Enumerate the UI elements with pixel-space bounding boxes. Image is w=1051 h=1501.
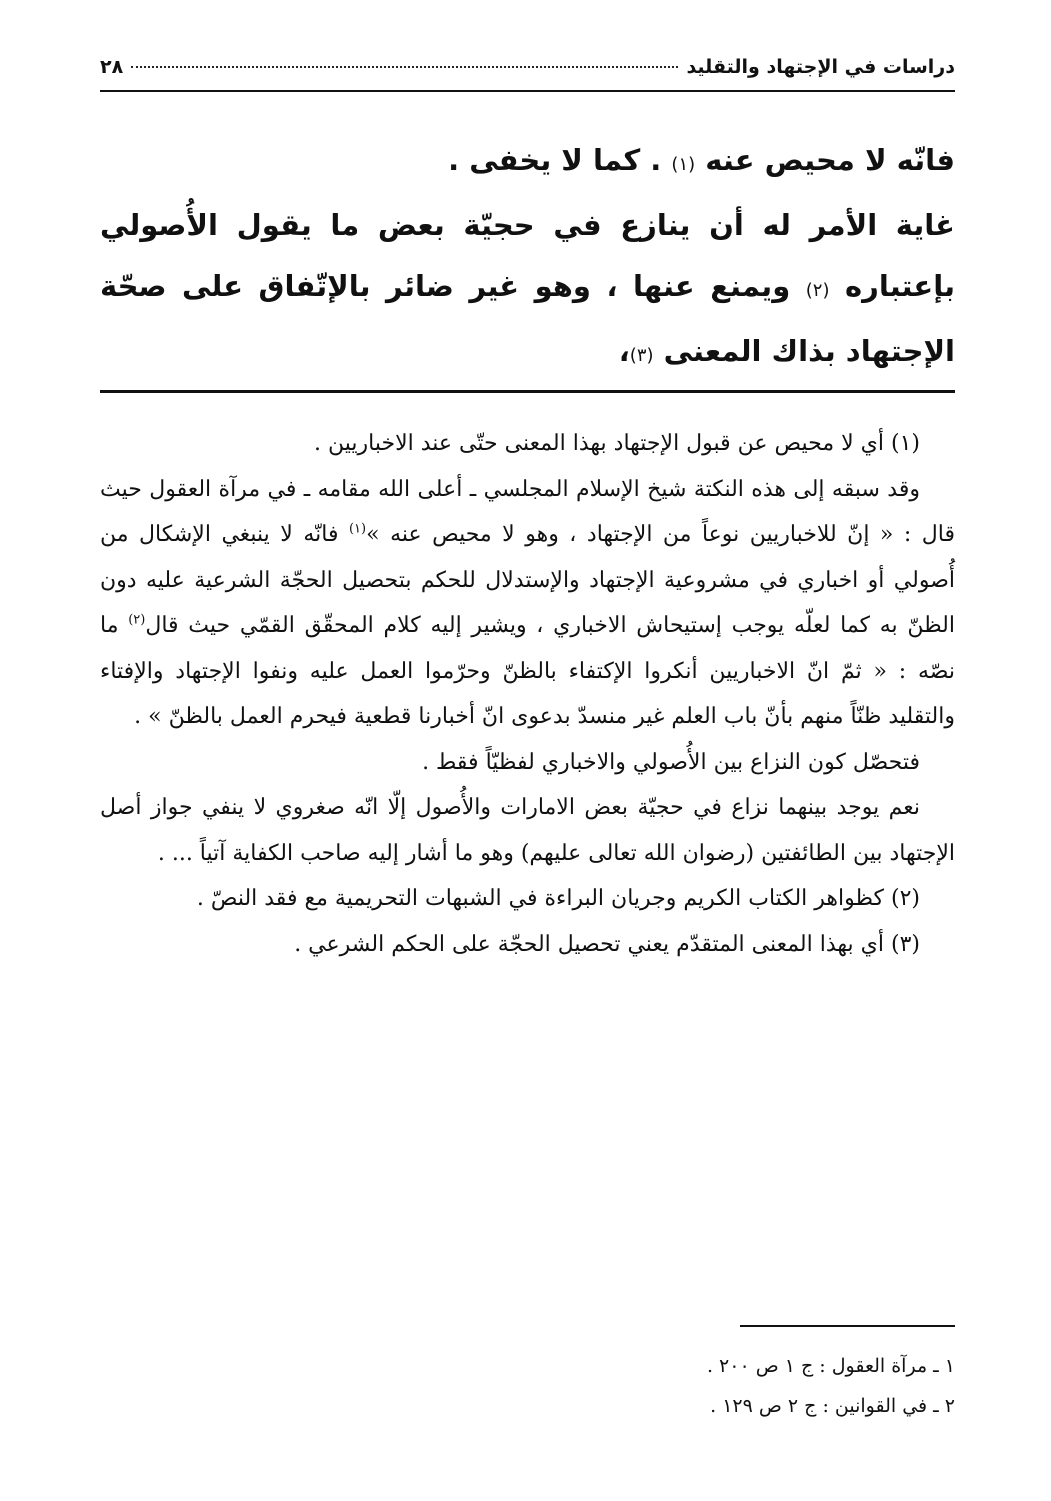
footnote-2: (٢) كظواهر الكتاب الكريم وجريان البراءة في الشبهات التحريمية مع فقد النصّ .	[196, 886, 920, 911]
footnotes	[100, 421, 955, 967]
page-number: ٢٨	[100, 56, 124, 78]
header-dot-leader	[131, 66, 678, 68]
footnote-1-paragraph-4: نعم يوجد بينهما نزاع في حجيّة بعض الامارات والأُصول إلّا انّه صغروي لا ينفي جواز أصل الإجتهاد بين الطائفتين (رضوان الله تعالى عليهم) وهو ما أشار إليه صاحب الكفاية آتياً ... .	[100, 795, 955, 866]
page-header	[100, 56, 955, 78]
footnote-1-paragraph-3: فتحصّل كون النزاع بين الأُصولي والاخباري لفظيّاً فقط .	[422, 749, 920, 775]
main-paragraph-2: غاية الأمر له أن ينازع في حجيّة بعض ما يقول الأُصولي بإعتباره (٢) ويمنع عنها ، وهو غير ضائر بالإتّفاق على صحّة الإجتهاد بذاك المعنى (٣)،	[100, 208, 955, 368]
header-rule	[100, 90, 955, 92]
footnote-separator	[100, 390, 955, 393]
references	[500, 1346, 955, 1426]
reference-separator	[740, 1325, 955, 1327]
footnote-marker-3: (٣)	[629, 345, 654, 366]
main-line-1: فانّه لا محيص عنه (١) . كما لا يخفى .	[448, 143, 955, 177]
running-title: دراسات في الإجتهاد والتقليد	[686, 56, 955, 78]
footnote-1: (١) أي لا محيص عن قبول الإجتهاد بهذا المعنى حتّى عند الاخباريين .	[314, 431, 920, 456]
reference-marker-1: (١)	[348, 521, 367, 537]
footnote-marker-2: (٢)	[805, 280, 830, 301]
reference-1: ١ ـ مرآة العقول : ج ١ ص ٢٠٠ .	[706, 1355, 955, 1377]
main-text	[100, 130, 955, 386]
footnote-1-paragraph-2: وقد سبقه إلى هذه النكتة شيخ الإسلام المجلسي ـ أعلى الله مقامه ـ في مرآة العقول حيث قال : « إنّ للاخباريين نوعاً من الإجتهاد ، وهو لا محيص عنه »$^{(١)}$ فانّه لا ينبغي الإشكال من أُصولي أو اخباري في مشروعية الإجتهاد والإستدلال للحكم بتحصيل الحجّة الشرعية عليه دون الظنّ به كما لعلّه يوجب إستيحاش الاخباري ، ويشير إليه كلام المحقّق القمّي حيث قال$^{(٢)}$ ما نصّه : « ثمّ انّ الاخباريين أنكروا الإكتفاء بالظنّ وحرّموا العمل عليه ونفوا الإجتهاد والإفتاء والتقليد ظنّاً منهم بأنّ باب العلم غير منسدّ بدعوى انّ أخبارنا قطعية فيحرم العمل بالظنّ » .	[100, 476, 956, 729]
reference-marker-2: (٢)	[128, 612, 146, 628]
footnote-3: (٣) أي بهذا المعنى المتقدّم يعني تحصيل الحجّة على الحكم الشرعي .	[294, 931, 920, 957]
reference-2: ٢ ـ في القوانين : ج ٢ ص ١٢٩ .	[710, 1395, 955, 1417]
footnote-marker-1: (١)	[671, 154, 696, 175]
